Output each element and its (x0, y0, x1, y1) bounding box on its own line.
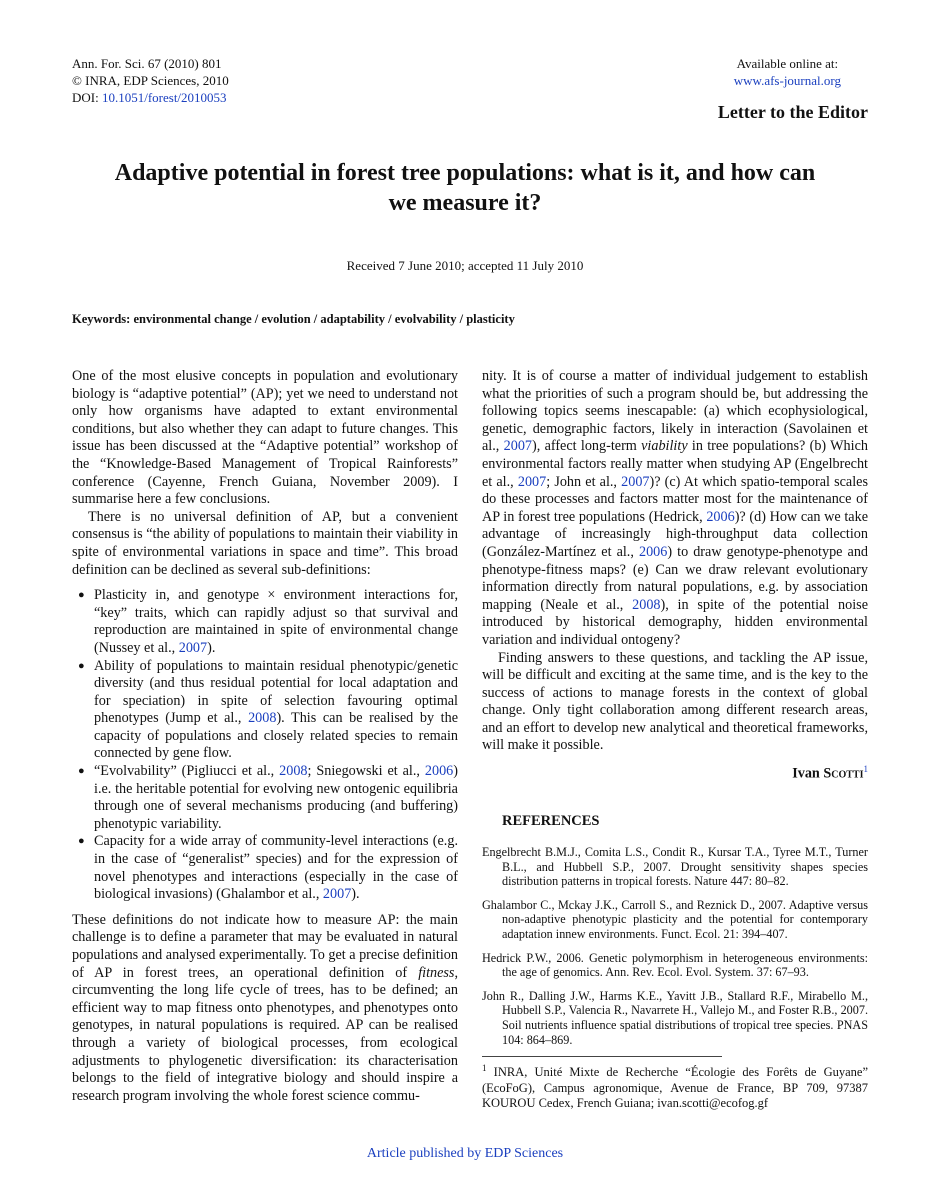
footnote-divider (482, 1056, 722, 1057)
reference-item: Ghalambor C., Mckay J.K., Carroll S., and Reznick D., 2007. Adaptive versus non-adaptive phenotypic plasticity and the potential for contemporary adaptation innew environments. Funct. Ecol. 21: 394–407. (482, 897, 868, 941)
list-item: ● Capacity for a wide array of community-level interactions (e.g. in the case of “generalist” species) and for the expression of novel phenotypes and interactions (especially in the case of biological invasions) (Ghalambor et al., 2007). (78, 833, 458, 903)
list-item: ● Plasticity in, and genotype × environment interactions for, “key” traits, which can rapidly adjust so that survival and reproduction are maintained in spite of environmental change (Nussey et al., 2007). (78, 587, 458, 656)
citation-link[interactable]: 2007 (621, 473, 650, 490)
title-line-1: Adaptive potential in forest tree populations: what is it, and how can (114, 160, 816, 186)
keywords: Keywords: environmental change / evolution / adaptability / evolvability / plasticity (72, 312, 515, 326)
bullet-icon: ● (78, 589, 85, 602)
list-item: ● “Evolvability” (Pigliucci et al., 2008; Sniegowski et al., 2006) i.e. the heritable potential for evolving new ontogenic equilibria through one of several mechanisms producing (and buffering) phenotypic variability. (78, 763, 458, 832)
right-column (482, 368, 868, 1112)
paragraph-conclusion: Finding answers to these questions, and tackling the AP issue, will be difficult and exciting at the same time, and is the key to the success of actions to manage forests in the context of global change. Only tight collaboration among different research areas, and an effort to develop new analytical and theoretical frameworks, will make it possible. (482, 649, 868, 754)
bullet-icon: ● (78, 765, 85, 778)
left-column (72, 368, 458, 1105)
citation-link[interactable]: 2007 (322, 886, 352, 903)
paragraph-program: nity. It is of course a matter of individual judgement to establish what the priorities of such a program should be, but addressing the following topics seems inescapable: (a) which ecophysiological, genetic, demographic factors, likely in interaction (Savolainen et al., 2007), affect long-term viability in tree populations? (b) Which environmental factors really matter when studying AP (Engelbrecht et al., 2007; John et al., 2007)? (c) At which spatio-temporal scales do these processes and factors matter most for the maintenance of AP in forest tree populations (Hedrick, 2006)? (d) How can we take advantage of increasingly high-throughput data collection (González-Martínez et al., 2006) to draw genotype-phenotype and phenotype-fitness maps? (e) Can we draw relevant evolutionary information directly from natural populations, e.g. by association mapping (Neale et al., 2008), in spite of the potential noise introduced by historical demography, hidden environmental variation and individual ontogeny? (482, 368, 869, 648)
paragraph-definition: There is no universal definition of AP, but a convenient consensus is “the ability of populations to maintain their viability in spite of environmental variations in space and time”. This broad definition can be declined as several sub-definitions: (72, 508, 458, 578)
availability-header (734, 55, 841, 89)
publisher-link[interactable]: Article published by EDP Sciences (366, 1146, 564, 1161)
footnote-marker[interactable]: 1 (863, 764, 868, 775)
citation-link[interactable]: 2008 (279, 763, 308, 780)
citation-link[interactable]: 2008 (248, 710, 277, 727)
title-line-2: we measure it? (388, 190, 542, 216)
list-item: ● Ability of populations to maintain residual phenotypic/genetic diversity (and thus residual potential for local adaptation and for speciation) in spite of selection favouring optimal phenotypes (Jump et al., 2008). This can be realised by the capacity of populations and closely related species to remain connected by gene flow. (78, 657, 458, 762)
citation-link[interactable]: 2006 (638, 543, 668, 560)
paragraph-measure: These definitions do not indicate how to measure AP: the main challenge is to define a parameter that may be evaluated in natural populations and analysed experimentally. To get a precise definition of AP in forest trees, an operational definition of fitness, circumventing the long life cycle of trees, has to be defined; an efficient way to map fitness onto phenotypes, and phenotypes onto genotypes, in natural populations is required. AP can be realised through a variety of biological processes, from ecological adjustments to phylogenetic diversification: its characterisation belongs to the field of integrative biology and should inspire a research program involving the whole forest science commu- (72, 911, 458, 1104)
bullet-icon: ● (78, 659, 85, 672)
doi-link[interactable]: 10.1051/forest/2010053 (101, 90, 227, 105)
references-heading: REFERENCES (502, 813, 600, 830)
journal-citation: Ann. For. Sci. 67 (2010) 801 (72, 56, 222, 71)
doi-label: DOI: (72, 90, 102, 105)
copyright-line: © INRA, EDP Sciences, 2010 (72, 73, 229, 88)
available-online-label: Available online at: (736, 56, 839, 71)
article-type: Letter to the Editor (717, 102, 868, 122)
article-title (70, 158, 860, 218)
journal-header (72, 55, 229, 106)
journal-site-link[interactable]: www.afs-journal.org (733, 73, 841, 88)
received-dates: Received 7 June 2010; accepted 11 July 2010 (346, 258, 584, 273)
citation-link[interactable]: 2006 (706, 508, 735, 525)
affiliation-footnote: $^1$ INRA, Unité Mixte de Recherche “Écologie des Forêts de Guyane” (EcoFoG), Campus agronomique, Avenue de France, BP 709, 97387 KOUROU Cedex, French Guiana; ivan.scotti@ecofog.gf (482, 1063, 868, 1111)
reference-item: John R., Dalling J.W., Harms K.E., Yavitt J.B., Stallard R.F., Mirabello M., Hubbell S.P., Valencia R., Navarrete H., Vallejo M., and Foster R.B., 2007. Soil nutrients influence spatial distributions of tropical tree species. PNAS 104: 864–869. (482, 988, 868, 1047)
doi-line (72, 89, 229, 106)
citation-link[interactable]: 2007 (178, 639, 208, 656)
reference-item: Hedrick P.W., 2006. Genetic polymorphism in heterogeneous environments: the age of genomics. Ann. Rev. Ecol. Evol. System. 37: 67–93. (482, 950, 868, 980)
reference-item: Engelbrecht B.M.J., Comita L.S., Condit R., Kursar T.A., Tyree M.T., Turner B.L., and Hubbell S.P., 2007. Drought sensitivity shapes species distribution patterns in tropical forests. Nature 447: 80–82. (482, 844, 868, 889)
citation-link[interactable]: 2007 (503, 438, 532, 455)
citation-link[interactable]: 2008 (632, 596, 661, 613)
bullet-icon: ● (78, 835, 85, 848)
author-signature: Ivan Scotti$^1$ (792, 764, 868, 782)
paragraph-intro: One of the most elusive concepts in population and evolutionary biology is “adaptive potential” (AP); yet we need to understand not only how organisms have adapted to extant environmental conditions, but also whether they can adapt to future changes. This issue has been discussed at the “Adaptive potential” workshop of the “Knowledge-Based Management of Tropical Rainforests” conference (Cayenne, French Guiana, November 2009). I summarise here a few conclusions. (72, 368, 458, 508)
definition-list (72, 587, 458, 904)
citation-link[interactable]: 2007 (517, 473, 547, 490)
citation-link[interactable]: 2006 (424, 763, 454, 780)
